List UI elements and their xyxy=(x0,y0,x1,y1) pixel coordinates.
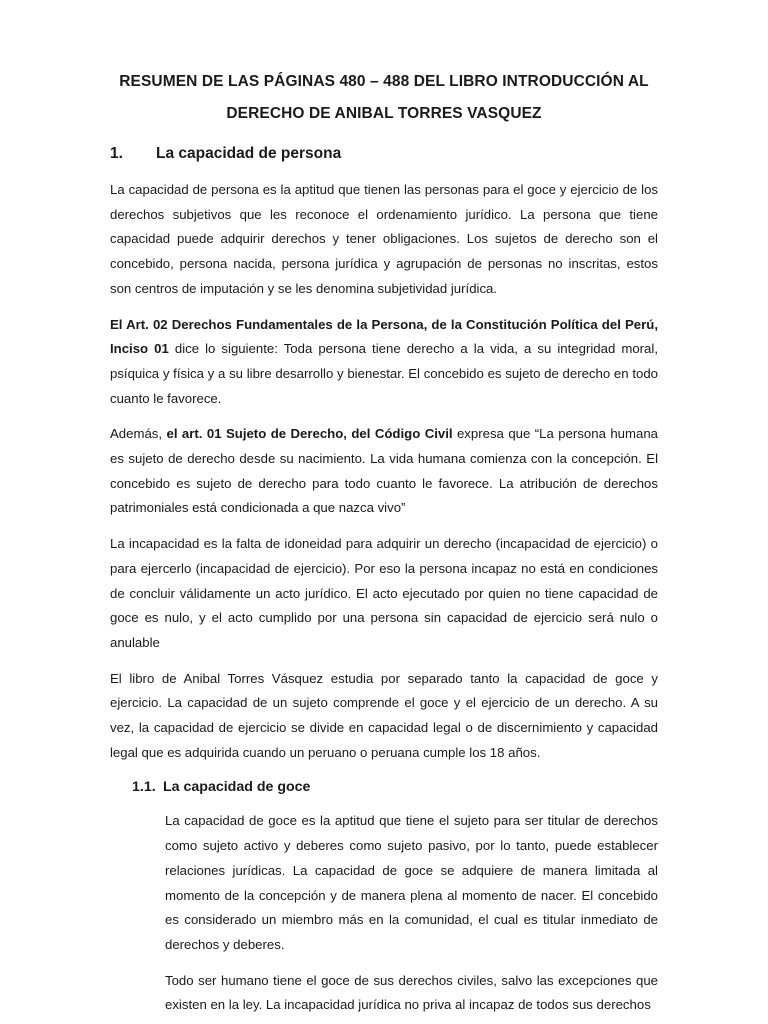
subsection-1-1-heading xyxy=(132,777,658,797)
paragraph-capacidad-goce: La capacidad de goce es la aptitud que tiene el sujeto para ser titular de derechos como sujeto activo y deberes como sujeto pasivo, por lo tanto, puede establecer relaciones jurídicas. La capacidad de goce se adquiere de manera limitada al momento de la concepción y de manera plena al momento de nacer. El concebido es considerado un miembro más en la comunidad, el cual es titular inmediato de derechos y deberes. xyxy=(165,813,658,952)
paragraph-capacidad-definicion: La capacidad de persona es la aptitud que tienen las personas para el goce y ejercicio de los derechos subjetivos que les reconoce el ordenamiento jurídico. La persona que tiene capacidad puede adquirir derechos y tener obligaciones. Los sujetos de derecho son el concebido, persona nacida, persona jurídica y agrupación de personas no inscritas, estos son centros de imputación y se les denomina subjetividad jurídica. xyxy=(110,182,658,296)
section-1-heading xyxy=(110,144,658,164)
paragraph-incapacidad: La incapacidad es la falta de idoneidad para adquirir un derecho (incapacidad de ejercicio) o para ejercerlo (incapacidad de ejercicio). Por eso la persona incapaz no está en condiciones de concluir válidamente un acto jurídico. El acto ejecutado por quien no tiene capacidad de goce es nulo, y el acto cumplido por una persona sin capacidad de ejercicio será nulo o anulable xyxy=(110,536,658,650)
section-1-number: 1. xyxy=(110,145,123,162)
document-title-line-1: RESUMEN DE LAS PÁGINAS 480 – 488 DEL LIBRO INTRODUCCIÓN AL xyxy=(119,73,649,90)
paragraph-libro: El libro de Anibal Torres Vásquez estudia por separado tanto la capacidad de goce y ejercicio. La capacidad de un sujeto comprende el goce y el ejercicio de un derecho. A su vez, la capacidad de ejercicio se divide en capacidad legal o de discernimiento y capacidad legal que es adquirida cuando un peruano o peruana cumple los 18 años. xyxy=(110,670,658,760)
paragraph-constitucion-bold: El Art. 02 Derechos Fundamentales de la Persona, de la Constitución Política del Perú, Inciso 01 xyxy=(110,316,658,357)
paragraph-constitucion xyxy=(110,313,658,412)
subsection-1-1-title: La capacidad de goce xyxy=(163,779,311,796)
document-title xyxy=(110,66,658,130)
section-1-title: La capacidad de persona xyxy=(156,145,342,162)
document-title-line-2: DERECHO DE ANIBAL TORRES VASQUEZ xyxy=(226,105,542,122)
paragraph-codigo-civil-text: expresa que “La persona humana es sujeto de derecho desde su nacimiento. La vida humana comienza con la concepción. El concebido es sujeto de derecho para todo cuanto le favorece. La atribución de derechos patrimoniales está condicionada a que nazca vivo” xyxy=(110,426,658,516)
paragraph-codigo-civil-bold: el art. 01 Sujeto de Derecho, del Código Civil xyxy=(166,426,453,442)
paragraph-derechos-civiles: Todo ser humano tiene el goce de sus derechos civiles, salvo las excepciones que existen en la ley. La incapacidad jurídica no priva al incapaz de todos sus derechos xyxy=(165,972,658,1013)
paragraph-codigo-civil-start: Además, xyxy=(110,426,167,442)
paragraph-constitucion-text: dice lo siguiente: Toda persona tiene derecho a la vida, a su integridad moral, psíquica y física y a su libre desarrollo y bienestar. El concebido es sujeto de derecho en todo cuanto le favorece. xyxy=(110,341,658,406)
subsection-1-1-number: 1.1. xyxy=(132,779,156,796)
paragraph-codigo-civil xyxy=(110,422,658,521)
